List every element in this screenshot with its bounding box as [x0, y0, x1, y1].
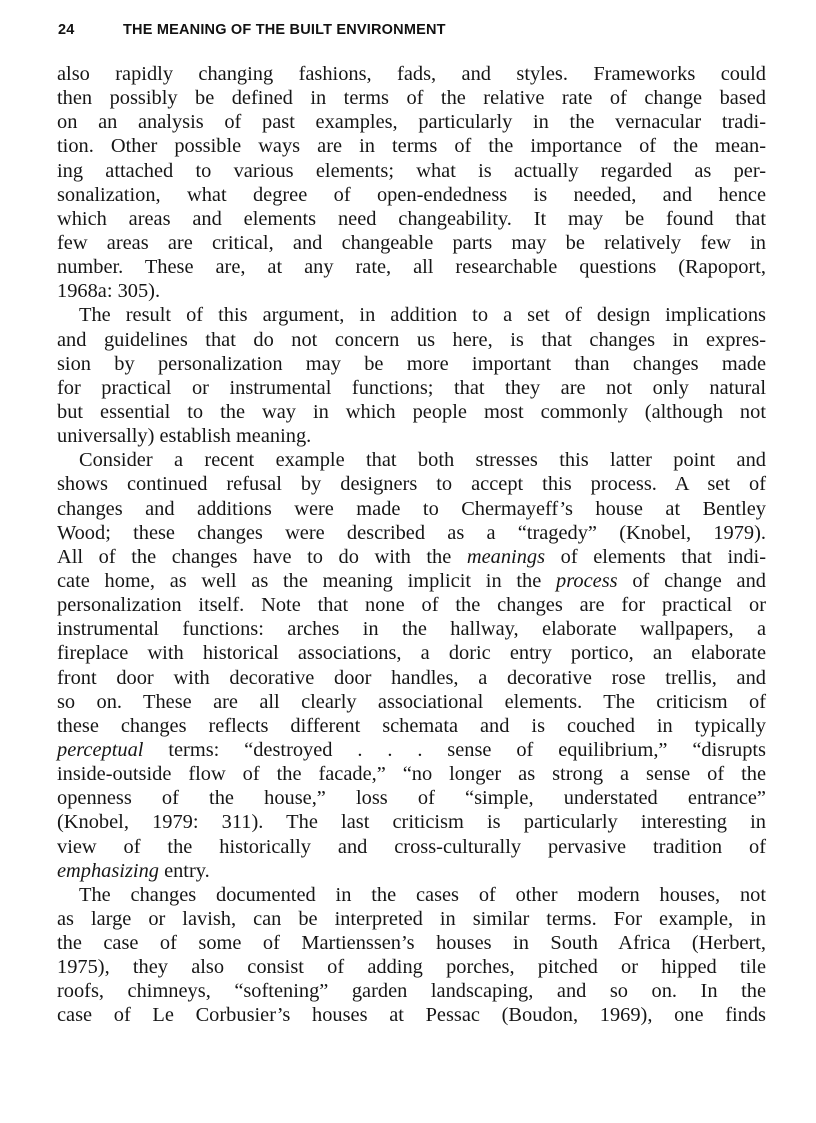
text-segment: changes and additions were made to Chermayeff’s house at Bentley — [57, 497, 766, 520]
paragraph — [57, 448, 766, 883]
text-line — [57, 62, 766, 86]
text-line — [57, 859, 766, 883]
text-segment: for practical or instrumental functions; that they are not only natural — [57, 376, 766, 399]
body-text — [57, 62, 766, 1028]
text-segment: front door with decorative door handles, a decorative rose trellis, and — [57, 666, 766, 689]
text-line — [57, 352, 766, 376]
text-line — [57, 400, 766, 424]
text-line — [57, 110, 766, 134]
text-line — [57, 979, 766, 1003]
italic-emphasis: process — [556, 569, 618, 592]
text-line — [57, 810, 766, 834]
text-segment: which areas and elements need changeability. It may be found that — [57, 207, 766, 230]
text-segment: personalization itself. Note that none of the changes are for practical or — [57, 594, 766, 617]
text-segment: also rapidly changing fashions, fads, and styles. Frameworks could — [57, 63, 766, 85]
text-line — [57, 303, 766, 327]
text-segment: as large or lavish, can be interpreted in similar terms. For example, in — [57, 907, 766, 930]
text-line — [57, 955, 766, 979]
text-line — [57, 690, 766, 714]
text-segment: the case of some of Martienssen’s houses in South Africa (Herbert, — [57, 932, 766, 955]
text-line — [57, 86, 766, 110]
text-line — [57, 328, 766, 352]
text-line — [57, 134, 766, 158]
paragraph — [57, 883, 766, 1028]
text-segment: The result of this argument, in addition to a set of design implications — [79, 304, 766, 327]
text-segment: case of Le Corbusier’s houses at Pessac (Boudon, 1969), one finds — [57, 1004, 766, 1027]
text-line — [57, 1003, 766, 1027]
text-segment: so on. These are all clearly associational elements. The criticism of — [57, 690, 766, 713]
text-line — [57, 883, 766, 907]
text-line — [57, 207, 766, 231]
text-segment: cate home, as well as the meaning implicit in the — [57, 569, 557, 592]
text-line — [57, 183, 766, 207]
text-line — [57, 521, 766, 545]
text-segment: fireplace with historical associations, a doric entry portico, an elaborate — [57, 642, 766, 665]
text-line — [57, 666, 766, 690]
text-segment: shows continued refusal by designers to accept this process. A set of — [57, 473, 766, 496]
text-line — [57, 472, 766, 496]
text-segment: on an analysis of past examples, particularly in the vernacular tradi- — [57, 111, 766, 134]
text-segment: sonalization, what degree of open-endedness is needed, and hence — [57, 183, 766, 206]
text-segment: instrumental functions: arches in the hallway, elaborate wallpapers, a — [57, 618, 766, 641]
running-head-title: THE MEANING OF THE BUILT ENVIRONMENT — [123, 22, 446, 38]
text-segment: 1968a: 305). — [57, 280, 161, 303]
text-segment: sion by personalization may be more important than changes made — [57, 352, 766, 375]
text-segment: view of the historically and cross-culturally pervasive tradition of — [57, 835, 766, 858]
text-line — [57, 907, 766, 931]
text-line — [57, 424, 766, 448]
text-line — [57, 569, 766, 593]
text-line — [57, 255, 766, 279]
text-segment: then possibly be defined in terms of the relative rate of change based — [57, 87, 766, 110]
text-segment: All of the changes have to do with the — [57, 545, 467, 568]
text-line — [57, 593, 766, 617]
text-line — [57, 376, 766, 400]
text-segment: universally) establish meaning. — [57, 425, 312, 448]
text-segment: inside-outside flow of the facade,” “no longer as strong a sense of the — [57, 763, 766, 786]
italic-emphasis: perceptual — [57, 738, 144, 761]
text-line — [57, 497, 766, 521]
italic-emphasis: emphasizing — [57, 859, 159, 882]
text-segment: Consider a recent example that both stresses this latter point and — [79, 449, 766, 472]
text-segment: tion. Other possible ways are in terms of the importance of the mean- — [57, 135, 766, 158]
text-segment: number. These are, at any rate, all researchable questions (Rapoport, — [57, 256, 766, 279]
text-line — [57, 545, 766, 569]
text-segment: Wood; these changes were described as a “tragedy” (Knobel, 1979). — [57, 521, 766, 544]
text-segment: ing attached to various elements; what is actually regarded as per- — [57, 159, 766, 182]
italic-emphasis: meanings — [466, 545, 546, 568]
paragraph — [57, 62, 766, 303]
text-segment: and guidelines that do not concern us here, is that changes in expres- — [57, 328, 766, 351]
text-line — [57, 159, 766, 183]
text-segment: roofs, chimneys, “softening” garden landscaping, and so on. In the — [57, 980, 766, 1003]
text-line — [57, 786, 766, 810]
text-segment: but essential to the way in which people most commonly (although not — [57, 400, 766, 423]
text-line — [57, 279, 766, 303]
text-segment: 1975), they also consist of adding porches, pitched or hipped tile — [57, 956, 766, 979]
text-line — [57, 448, 766, 472]
text-segment: entry. — [158, 859, 210, 882]
text-segment: these changes reflects different schemata and is couched in typically — [57, 714, 766, 737]
text-line — [57, 231, 766, 255]
text-segment: few areas are critical, and changeable parts may be relatively few in — [57, 231, 766, 254]
text-segment: of change and — [617, 569, 766, 592]
text-line — [57, 617, 766, 641]
text-segment: (Knobel, 1979: 311). The last criticism is particularly interesting in — [57, 811, 766, 834]
text-line — [57, 762, 766, 786]
text-line — [57, 738, 766, 762]
running-head — [58, 22, 446, 38]
page-number: 24 — [58, 22, 75, 38]
text-line — [57, 641, 766, 665]
text-segment: of elements that indi- — [545, 545, 766, 568]
text-segment: The changes documented in the cases of other modern houses, not — [79, 883, 766, 906]
paragraph — [57, 303, 766, 448]
text-line — [57, 714, 766, 738]
text-segment: openness of the house,” loss of “simple, understated entrance” — [57, 787, 766, 810]
text-line — [57, 835, 766, 859]
text-segment: terms: “destroyed . . . sense of equilibrium,” “disrupts — [143, 738, 766, 761]
text-line — [57, 931, 766, 955]
